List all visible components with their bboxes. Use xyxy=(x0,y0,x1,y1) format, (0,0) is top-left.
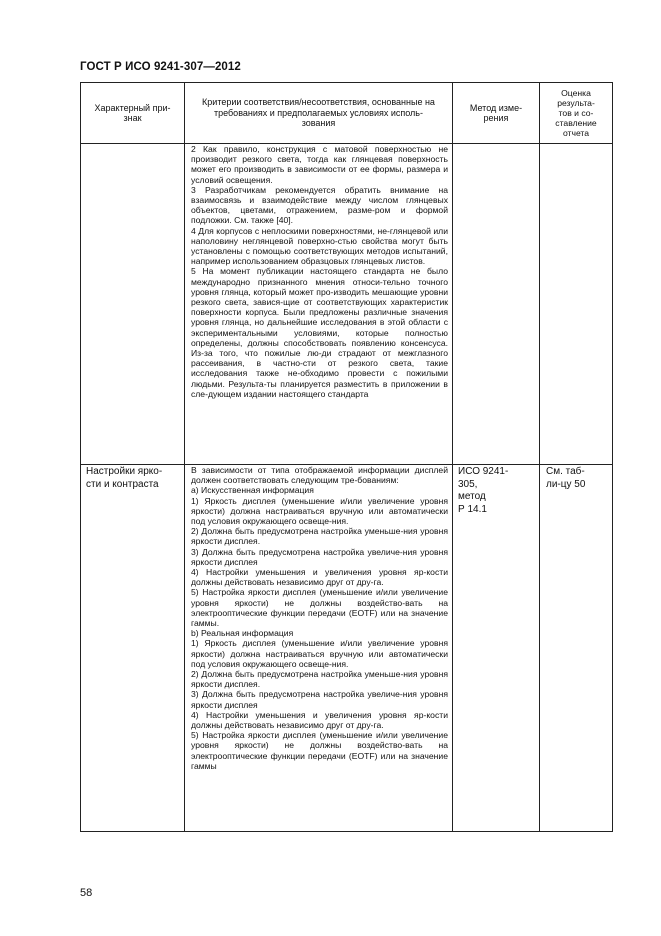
criteria-item: b) Реальная информация xyxy=(191,628,294,639)
header-criteria: Критерии соответствия/несоответствия, основанные на требованиях и предполагаемых условиях исполь- зования xyxy=(202,97,435,129)
criteria-item: 3) Должна быть предусмотрена настройка увеличе-ния уровня яркости дисплея xyxy=(191,546,448,567)
criteria-item: 4) Настройки уменьшения и увеличения уровня яр-кости должны действовать независимо друг от дру-га. xyxy=(191,709,448,731)
header-method: Метод изме- рения xyxy=(469,102,523,123)
row1-criteria xyxy=(185,144,452,399)
note-2: 2 Как правило, конструкция с матовой поверхностью не производит резкого света, тогда как глянцевая поверхность может его производить в зависимости от ее формы, размера и условий освещения. xyxy=(191,144,448,185)
row1-feature xyxy=(81,144,184,145)
table-header-row xyxy=(81,83,613,144)
header-feature: Характерный при- знак xyxy=(94,102,171,123)
criteria-item: 5) Настройка яркости дисплея (уменьшение и/или увеличение уровня яркости) не должны воздейство-вать на электрооптические функции передачи (EOTF) или на значение гаммы. xyxy=(191,587,448,629)
note-5: 5 На момент публикации настоящего стандарта не было международно признанного мнения относи-тельно точного уровня глянца, который может про-изводить мешающие уровни резкого света, завися-щие от соответствующих характеристик поверхности корпуса. Были предложены различные значения уровня глянца, но дальнейшие исследования в этой области с экспериментальными условиями, которые полностью определены, должны способствовать появлению консенсуса. Из-за того, что пожилые лю-ди страдают от межглазного рассеивания, в частно-сти от резкого света, такие исследования также не-обходимо провести с пожилыми людьми. Результа-ты планируется разместить в приложении в сле-дующем издании настоящего стандарта xyxy=(191,266,448,399)
criteria-intro: В зависимости от типа отображаемой информации дисплей должен соответствовать следующим тре-бованиям: xyxy=(191,465,448,486)
row2-assessment: См. таб- ли-цу 50 xyxy=(546,466,586,490)
header-assessment: Оценка результа- тов и со- ставление отчета xyxy=(555,88,597,138)
criteria-item: 3) Должна быть предусмотрена настройка увеличе-ния уровня яркости дисплея xyxy=(191,689,448,710)
note-4: 4 Для корпусов с неплоскими поверхностями, не-глянцевой или наполовину неглянцевой поверхно-стью свойства могут быть установлены с помощью соответствующих методов испытаний, например использованием образцовых глянцевых листов. xyxy=(191,225,448,267)
page-number: 58 xyxy=(80,887,93,899)
table-row xyxy=(81,465,613,832)
row1-method xyxy=(453,144,539,145)
document-header: ГОСТ Р ИСО 9241-307—2012 xyxy=(80,61,241,73)
criteria-item: 2) Должна быть предусмотрена настройка уменьше-ния уровня яркости дисплея. xyxy=(191,526,448,547)
requirements-table xyxy=(80,82,613,832)
row2-feature: Настройки ярко- сти и контраста xyxy=(86,466,163,490)
criteria-item: 5) Настройка яркости дисплея (уменьшение и/или увеличение уровня яркости) не должны воздейство-вать на электрооптические функции передачи (EOTF) или на значение гаммы xyxy=(191,730,448,771)
criteria-item: 2) Должна быть предусмотрена настройка уменьше-ния уровня яркости дисплея. xyxy=(191,669,448,690)
table-row xyxy=(81,144,613,465)
note-3: 3 Разработчикам рекомендуется обратить внимание на взаимосвязь и взаимодействие между числом глянцевых объектов, цветами, отражением, разме-ром и формой подложки. См. также [40]. xyxy=(191,184,448,226)
criteria-item: 1) Яркость дисплея (уменьшение и/или увеличение уровня яркости) должна настраиваться вручную или автоматически под условия окружающего освеще-ния. xyxy=(191,495,448,527)
criteria-item: a) Искусственная информация xyxy=(191,485,314,496)
criteria-item: 4) Настройки уменьшения и увеличения уровня яр-кости должны действовать независимо друг от дру-га. xyxy=(191,567,448,588)
row1-assessment xyxy=(540,144,612,145)
criteria-item: 1) Яркость дисплея (уменьшение и/или увеличение уровня яркости) должна настраиваться вручную или автоматически под условия окружающего освеще-ния. xyxy=(191,638,448,669)
row2-criteria xyxy=(185,465,452,771)
row2-method: ИСО 9241- 305, метод Р 14.1 xyxy=(458,466,509,515)
